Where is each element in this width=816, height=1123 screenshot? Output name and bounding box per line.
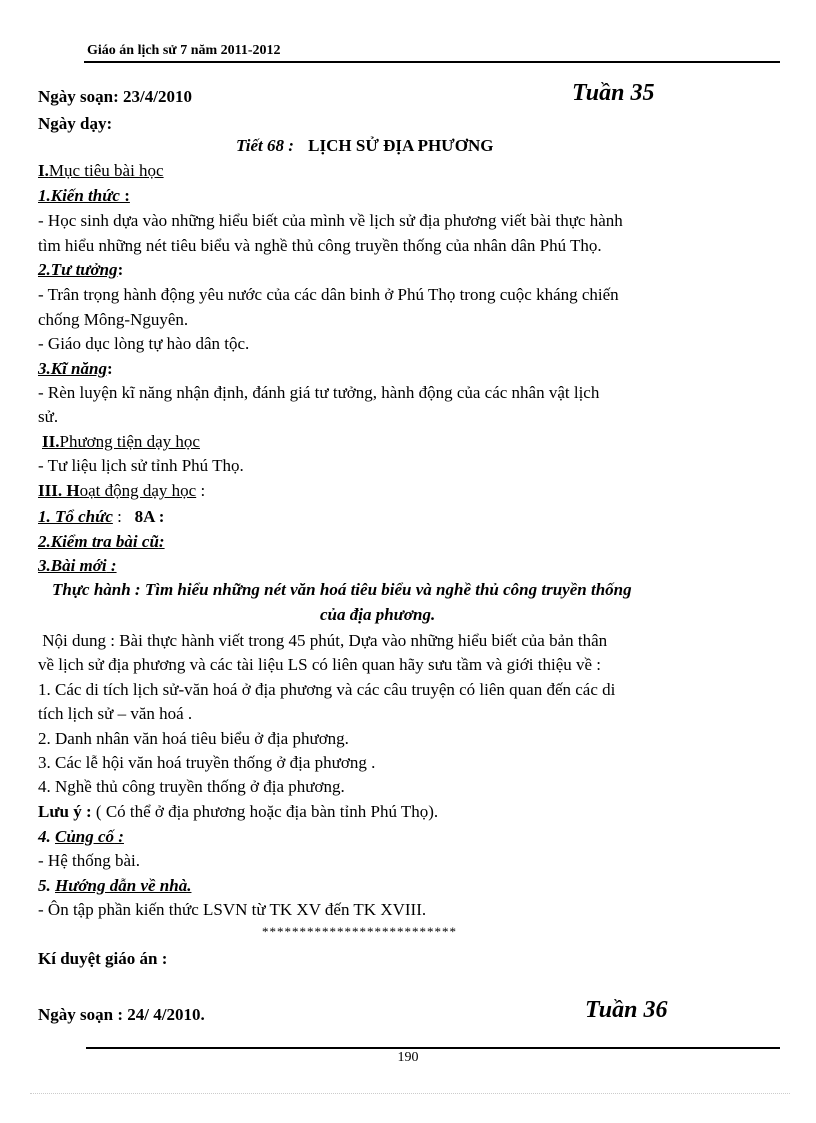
guide-label: Hướng dẫn về nhà. [55,876,192,895]
knowledge-label: 1.Kiến thức [38,186,120,205]
content-line-4: tích lịch sử – văn hoá . [38,704,193,723]
section-1-number: I. [38,161,49,180]
consolidate-number: 4. [38,827,55,846]
content-line-7: 4. Nghề thủ công truyền thống ở địa phương. [38,777,345,796]
header-title: Giáo án lịch sử 7 năm 2011-2012 [87,43,281,58]
content-line-1: Nội dung : Bài thực hành viết trong 45 phút, Dựa vào những hiểu biết của bản thân [38,631,608,650]
practice-title-line-2: của địa phương. [320,605,436,624]
section-1-text: Mục tiêu bài học [48,161,164,180]
section-2-number: II. [42,432,60,451]
teach-date: Ngày dạy: [38,114,113,133]
approval-label: Kí duyệt giáo án : [38,949,168,968]
org-label: 1. Tổ chức [38,507,113,526]
lesson-title: LỊCH SỬ ĐỊA PHƯƠNG [308,136,494,155]
prep-date: Ngày soạn: 23/4/2010 [38,87,192,106]
check-heading [38,531,165,553]
content-line-3: 1. Các di tích lịch sử-văn hoá ở địa phương và các câu truyện có liên quan đến các di [38,680,616,699]
thought-suffix: : [117,260,124,279]
consolidate-line-1: - Hệ thống bài. [38,851,140,870]
section-3-title [38,480,205,502]
knowledge-suffix: : [119,186,130,205]
section-2-text: Phương tiện dạy học [59,432,200,451]
practice-title-line-1: Thực hành : Tìm hiểu những nét văn hoá tiêu biểu và nghề thủ công truyền thống [52,580,632,599]
consolidate-label: Củng cố [55,827,115,846]
new-lesson-heading [38,555,117,577]
org-suffix: : [112,507,135,526]
section-3-number: III. H [38,481,80,500]
skill-line-1: - Rèn luyện kĩ năng nhận định, đánh giá tư tưởng, hành động của các nhân vật lịch [38,383,600,402]
consolidate-heading [38,826,124,848]
week-label: Tuần 35 [572,80,655,106]
content-line-2: về lịch sử địa phương và các tài liệu LS có liên quan hãy sưu tầm và giới thiệu về : [38,655,602,674]
section-3-text: oạt động dạy học [79,481,197,500]
skill-line-2: sử. [38,407,59,426]
guide-number: 5. [38,876,55,895]
section-2-title [38,431,200,453]
lesson-heading [236,136,493,156]
header-rule [84,61,780,63]
lesson-number: Tiết 68 : [236,136,294,155]
thought-line-2: chống Mông-Nguyên. [38,310,189,329]
next-prep-date: Ngày soạn : 24/ 4/2010. [38,1005,205,1024]
knowledge-line-2: tìm hiểu những nét tiêu biểu và nghề thủ công truyền thống của nhân dân Phú Thọ. [38,236,602,255]
knowledge-heading [38,185,130,207]
skill-suffix: : [106,359,113,378]
next-week-label: Tuần 36 [585,997,668,1023]
guide-line-1: - Ôn tập phần kiến thức LSVN từ TK XV đến TK XVIII. [38,900,427,919]
note-line [38,801,438,823]
page-number: 190 [397,1050,419,1065]
page-edge-divider [30,1093,790,1094]
skill-heading [38,358,113,380]
thought-line-1: - Trân trọng hành động yêu nước của các dân binh ở Phú Thọ trong cuộc kháng chiến [38,285,619,304]
thought-label: 2.Tư tưởng [38,260,118,279]
org-heading [38,506,164,528]
new-lesson-suffix: : [106,556,117,575]
footer-rule [86,1047,780,1049]
consolidate-suffix: : [114,827,124,846]
section-3-suffix: : [196,481,206,500]
skill-label: 3.Kĩ năng [38,359,107,378]
separator-stars: ************************** [262,924,457,939]
check-suffix: : [158,532,165,551]
note-label: Lưu ý : [38,802,92,821]
content-line-6: 3. Các lễ hội văn hoá truyền thống ở địa phương . [38,753,376,772]
content-line-5: 2. Danh nhân văn hoá tiêu biểu ở địa phương. [38,729,349,748]
section-1-title [38,160,164,182]
thought-heading [38,259,123,281]
new-lesson-label: 3.Bài mới [38,556,107,575]
org-class: 8A : [134,507,165,526]
thought-line-3: - Giáo dục lòng tự hào dân tộc. [38,334,250,353]
section-2-line-1: - Tư liệu lịch sử tỉnh Phú Thọ. [38,456,244,475]
check-label: 2.Kiểm tra bài cũ [38,532,159,551]
note-text: ( Có thể ở địa phương hoặc địa bàn tỉnh Phú Thọ). [91,802,439,821]
knowledge-line-1: - Học sinh dựa vào những hiểu biết của mình về lịch sử địa phương viết bài thực hành [38,211,623,230]
guide-heading [38,875,191,897]
